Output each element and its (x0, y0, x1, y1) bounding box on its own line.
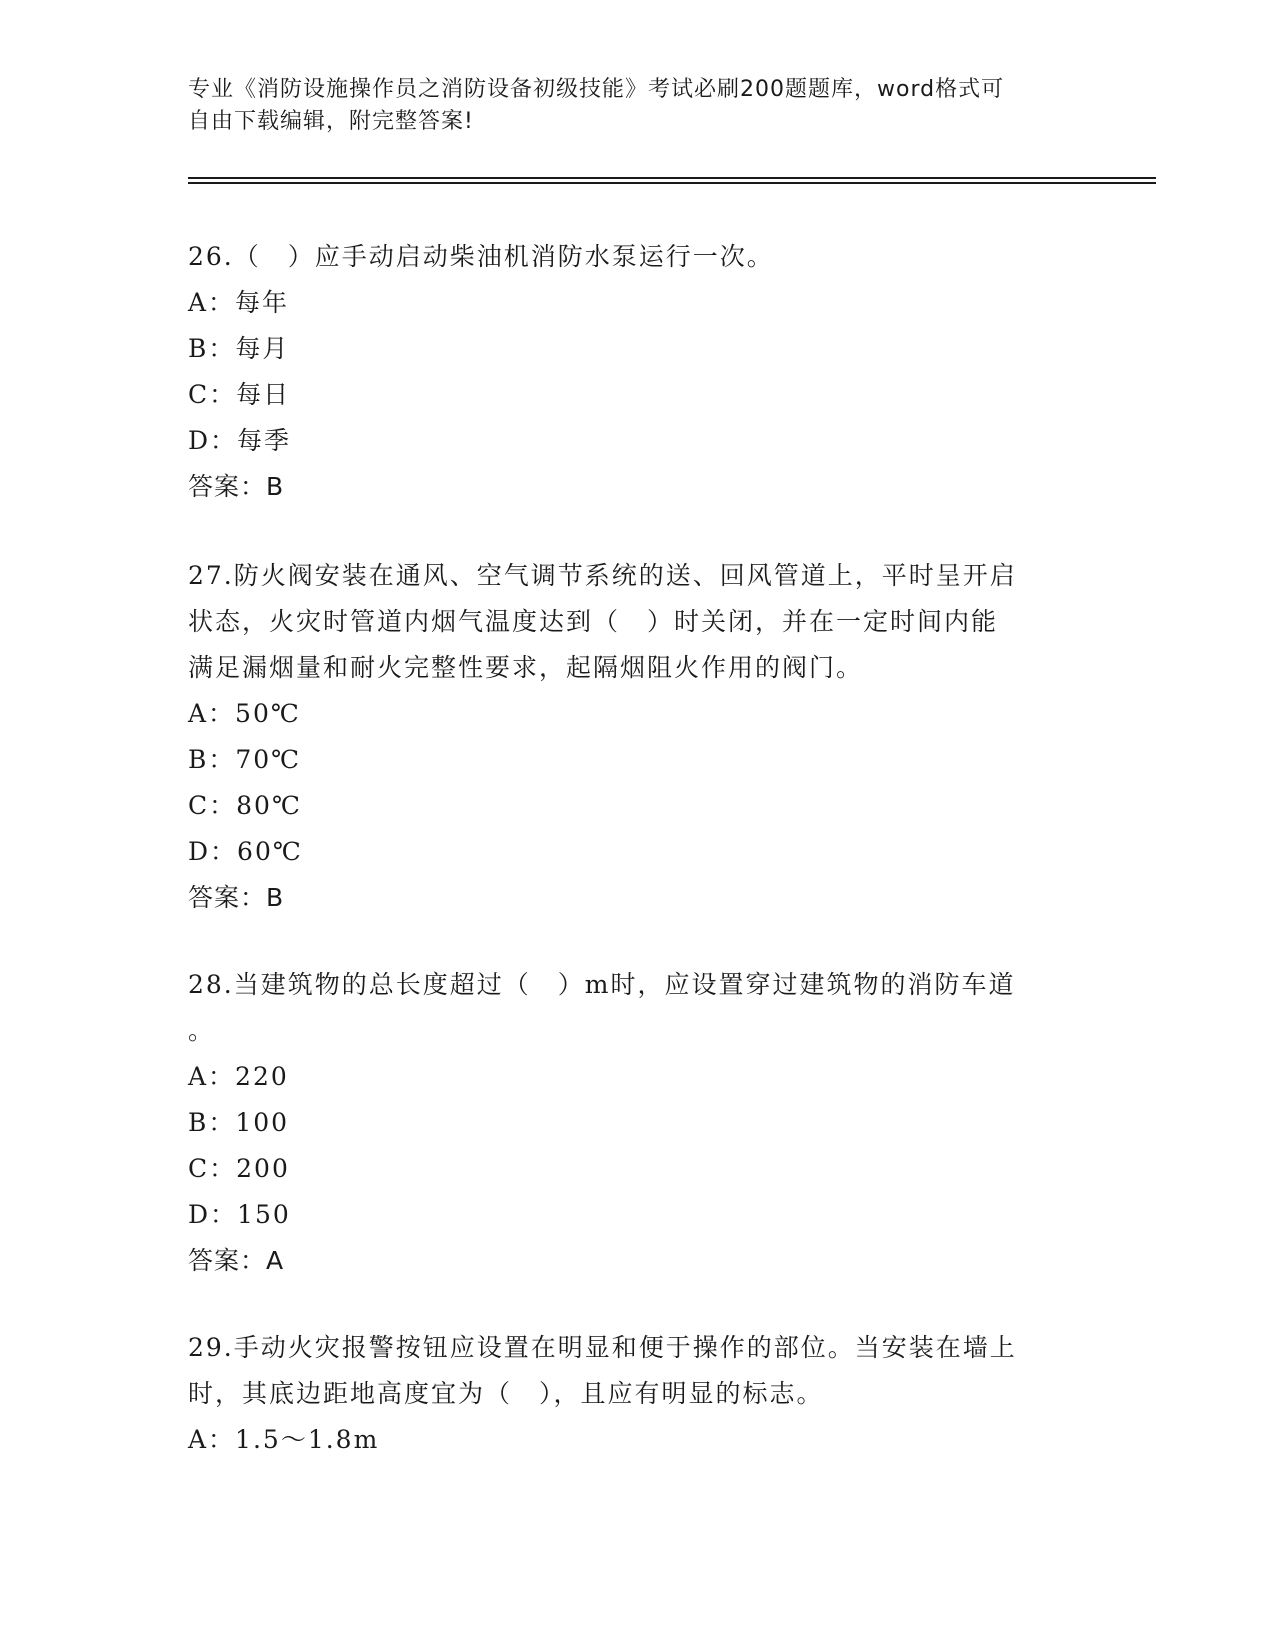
header-divider-top (188, 177, 1156, 179)
question-text-line: 26.（ ）应手动启动柴油机消防水泵运行一次。 (188, 242, 774, 271)
option-d: D：60℃ (188, 837, 303, 866)
option-b: B：每月 (188, 334, 290, 363)
option-a: A：1.5～1.8m (188, 1425, 380, 1454)
answer: 答案：A (188, 1246, 285, 1275)
answer: 答案：B (188, 883, 285, 912)
question-text-line: 满足漏烟量和耐火完整性要求，起隔烟阻火作用的阀门。 (188, 653, 864, 682)
question-28 (188, 962, 1088, 1284)
option-a: A：220 (188, 1062, 289, 1091)
question-27 (188, 553, 1088, 921)
question-text-line: 。 (188, 1016, 216, 1045)
header-line-1: 专业《消防设施操作员之消防设备初级技能》考试必刷200题题库，word格式可 (188, 77, 1005, 102)
option-c: C：80℃ (188, 791, 302, 820)
document-header (188, 74, 1068, 138)
question-text-line: 28.当建筑物的总长度超过（ ）m时，应设置穿过建筑物的消防车道 (188, 970, 1016, 999)
question-26 (188, 234, 1088, 510)
option-d: D：每季 (188, 426, 292, 455)
option-d: D：150 (188, 1200, 291, 1229)
question-text-line: 时，其底边距地高度宜为（ ），且应有明显的标志。 (188, 1379, 824, 1408)
answer: 答案：B (188, 472, 285, 501)
header-line-2: 自由下载编辑，附完整答案! (188, 109, 474, 134)
option-a: A：50℃ (188, 699, 301, 728)
header-divider-bottom (188, 182, 1156, 184)
option-b: B：100 (188, 1108, 290, 1137)
option-c: C：每日 (188, 380, 291, 409)
question-text-line: 状态，火灾时管道内烟气温度达到（ ）时关闭，并在一定时间内能 (188, 607, 999, 636)
option-c: C：200 (188, 1154, 290, 1183)
option-a: A：每年 (188, 288, 290, 317)
option-b: B：70℃ (188, 745, 302, 774)
question-29 (188, 1325, 1088, 1463)
question-text-line: 29.手动火灾报警按钮应设置在明显和便于操作的部位。当安装在墙上 (188, 1333, 1017, 1362)
question-text-line: 27.防火阀安装在通风、空气调节系统的送、回风管道上，平时呈开启 (188, 561, 1017, 590)
